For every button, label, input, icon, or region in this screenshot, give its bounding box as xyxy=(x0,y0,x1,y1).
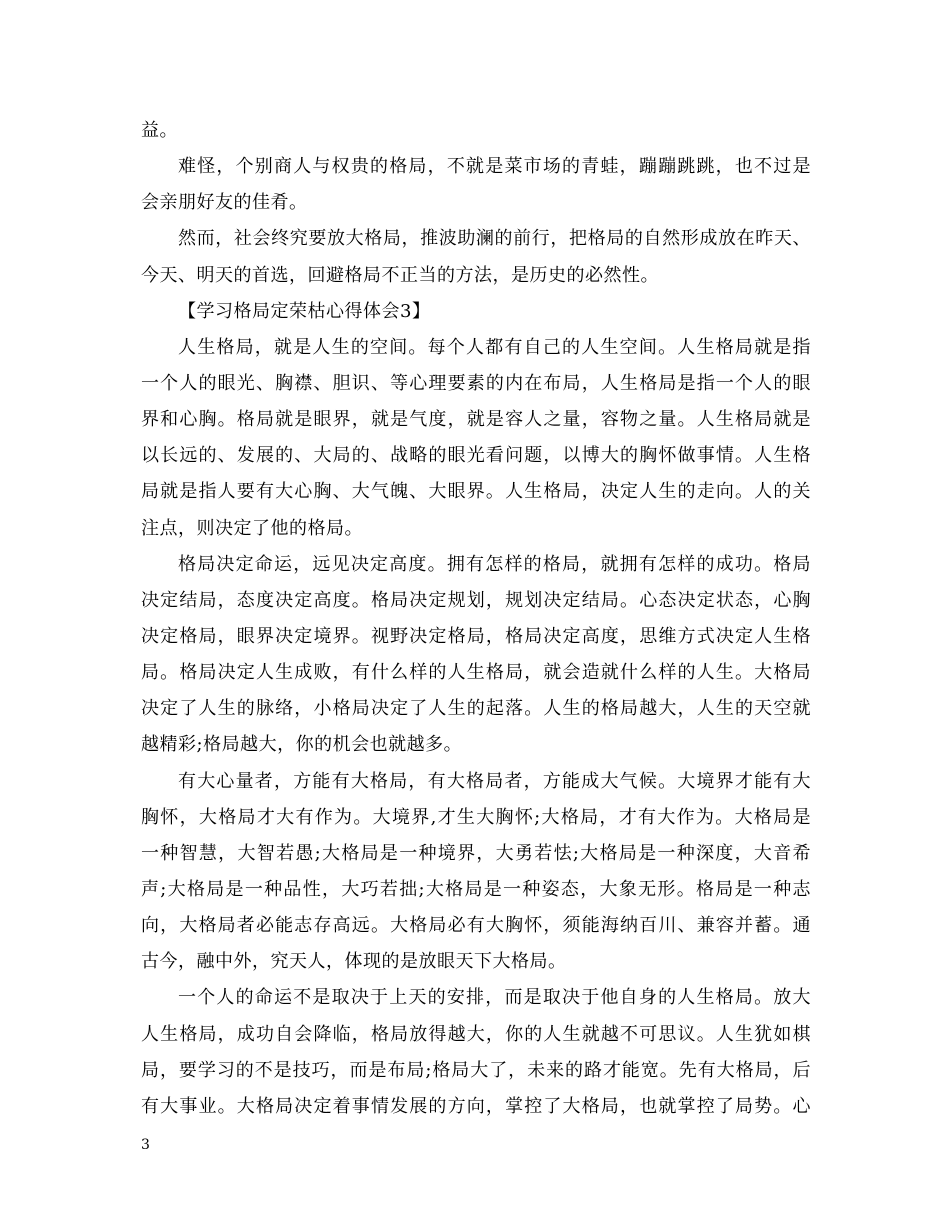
text-line: 声;大格局是一种品性，大巧若拙;大格局是一种姿态，大象无形。格局是一种志 xyxy=(141,878,811,900)
text-line: 越精彩;格局越大，你的机会也就越多。 xyxy=(141,734,463,756)
text-line: 难怪，个别商人与权贵的格局，不就是菜市场的青蛙，蹦蹦跳跳，也不过是 xyxy=(178,156,811,178)
document-body xyxy=(141,113,811,1125)
text-line: 一个人的眼光、胸襟、胆识、等心理要素的内在布局，人生格局是指一个人的眼 xyxy=(141,372,811,394)
text-line: 注点，则决定了他的格局。 xyxy=(141,517,363,539)
text-line: 局。格局决定人生成败，有什么样的人生格局，就会造就什么样的人生。大格局 xyxy=(141,662,811,684)
text-line: 古今，融中外，究天人，体现的是放眼天下大格局。 xyxy=(141,951,567,973)
text-line: 决定结局，态度决定高度。格局决定规划，规划决定结局。心态决定状态，心胸 xyxy=(141,589,811,611)
text-line: 以长远的、发展的、大局的、战略的眼光看问题，以博大的胸怀做事情。人生格 xyxy=(141,445,811,467)
text-line: 向，大格局者必能志存高远。大格局必有大胸怀，须能海纳百川、兼容并蓄。通 xyxy=(141,915,811,937)
text-line: 然而，社会终究要放大格局，推波助澜的前行，把格局的自然形成放在昨天、 xyxy=(178,228,811,250)
text-line: 会亲朋好友的佳肴。 xyxy=(141,192,308,214)
text-line: 人生格局，就是人生的空间。每个人都有自己的人生空间。人生格局就是指 xyxy=(178,336,811,358)
text-line: 今天、明天的首选，回避格局不正当的方法，是历史的必然性。 xyxy=(141,264,659,286)
text-line: 界和心胸。格局就是眼界，就是气度，就是容人之量，容物之量。人生格局就是 xyxy=(141,409,811,431)
text-line: 益。 xyxy=(141,120,178,141)
text-line: 决定格局，眼界决定境界。视野决定格局，格局决定高度，思维方式决定人生格 xyxy=(141,625,811,647)
text-line: 人生格局，成功自会降临，格局放得越大，你的人生就越不可思议。人生犹如棋 xyxy=(141,1023,811,1045)
text-line: 一个人的命运不是取决于上天的安排，而是取决于他自身的人生格局。放大 xyxy=(178,987,811,1009)
text-line: 一种智慧，大智若愚;大格局是一种境界，大勇若怯;大格局是一种深度，大音希 xyxy=(141,842,811,864)
text-line: 胸怀，大格局才大有作为。大境界,才生大胸怀;大格局，才有大作为。大格局是 xyxy=(141,806,811,828)
text-line: 有大事业。大格局决定着事情发展的方向，掌控了大格局，也就掌控了局势。心 xyxy=(141,1095,811,1117)
text-line: 局，要学习的不是技巧，而是布局;格局大了，未来的路才能宽。先有大格局，后 xyxy=(141,1059,811,1081)
text-line: 有大心量者，方能有大格局，有大格局者，方能成大气候。大境界才能有大 xyxy=(178,770,811,792)
text-line: 局就是指人要有大心胸、大气魄、大眼界。人生格局，决定人生的走向。人的关 xyxy=(141,481,811,503)
text-line: 格局决定命运，远见决定高度。拥有怎样的格局，就拥有怎样的成功。格局 xyxy=(178,553,811,575)
page-number: 3 xyxy=(141,1137,150,1153)
text-line: 【学习格局定荣枯心得体会3】 xyxy=(178,300,431,322)
text-line: 决定了人生的脉络，小格局决定了人生的起落。人生的格局越大，人生的天空就 xyxy=(141,698,811,720)
